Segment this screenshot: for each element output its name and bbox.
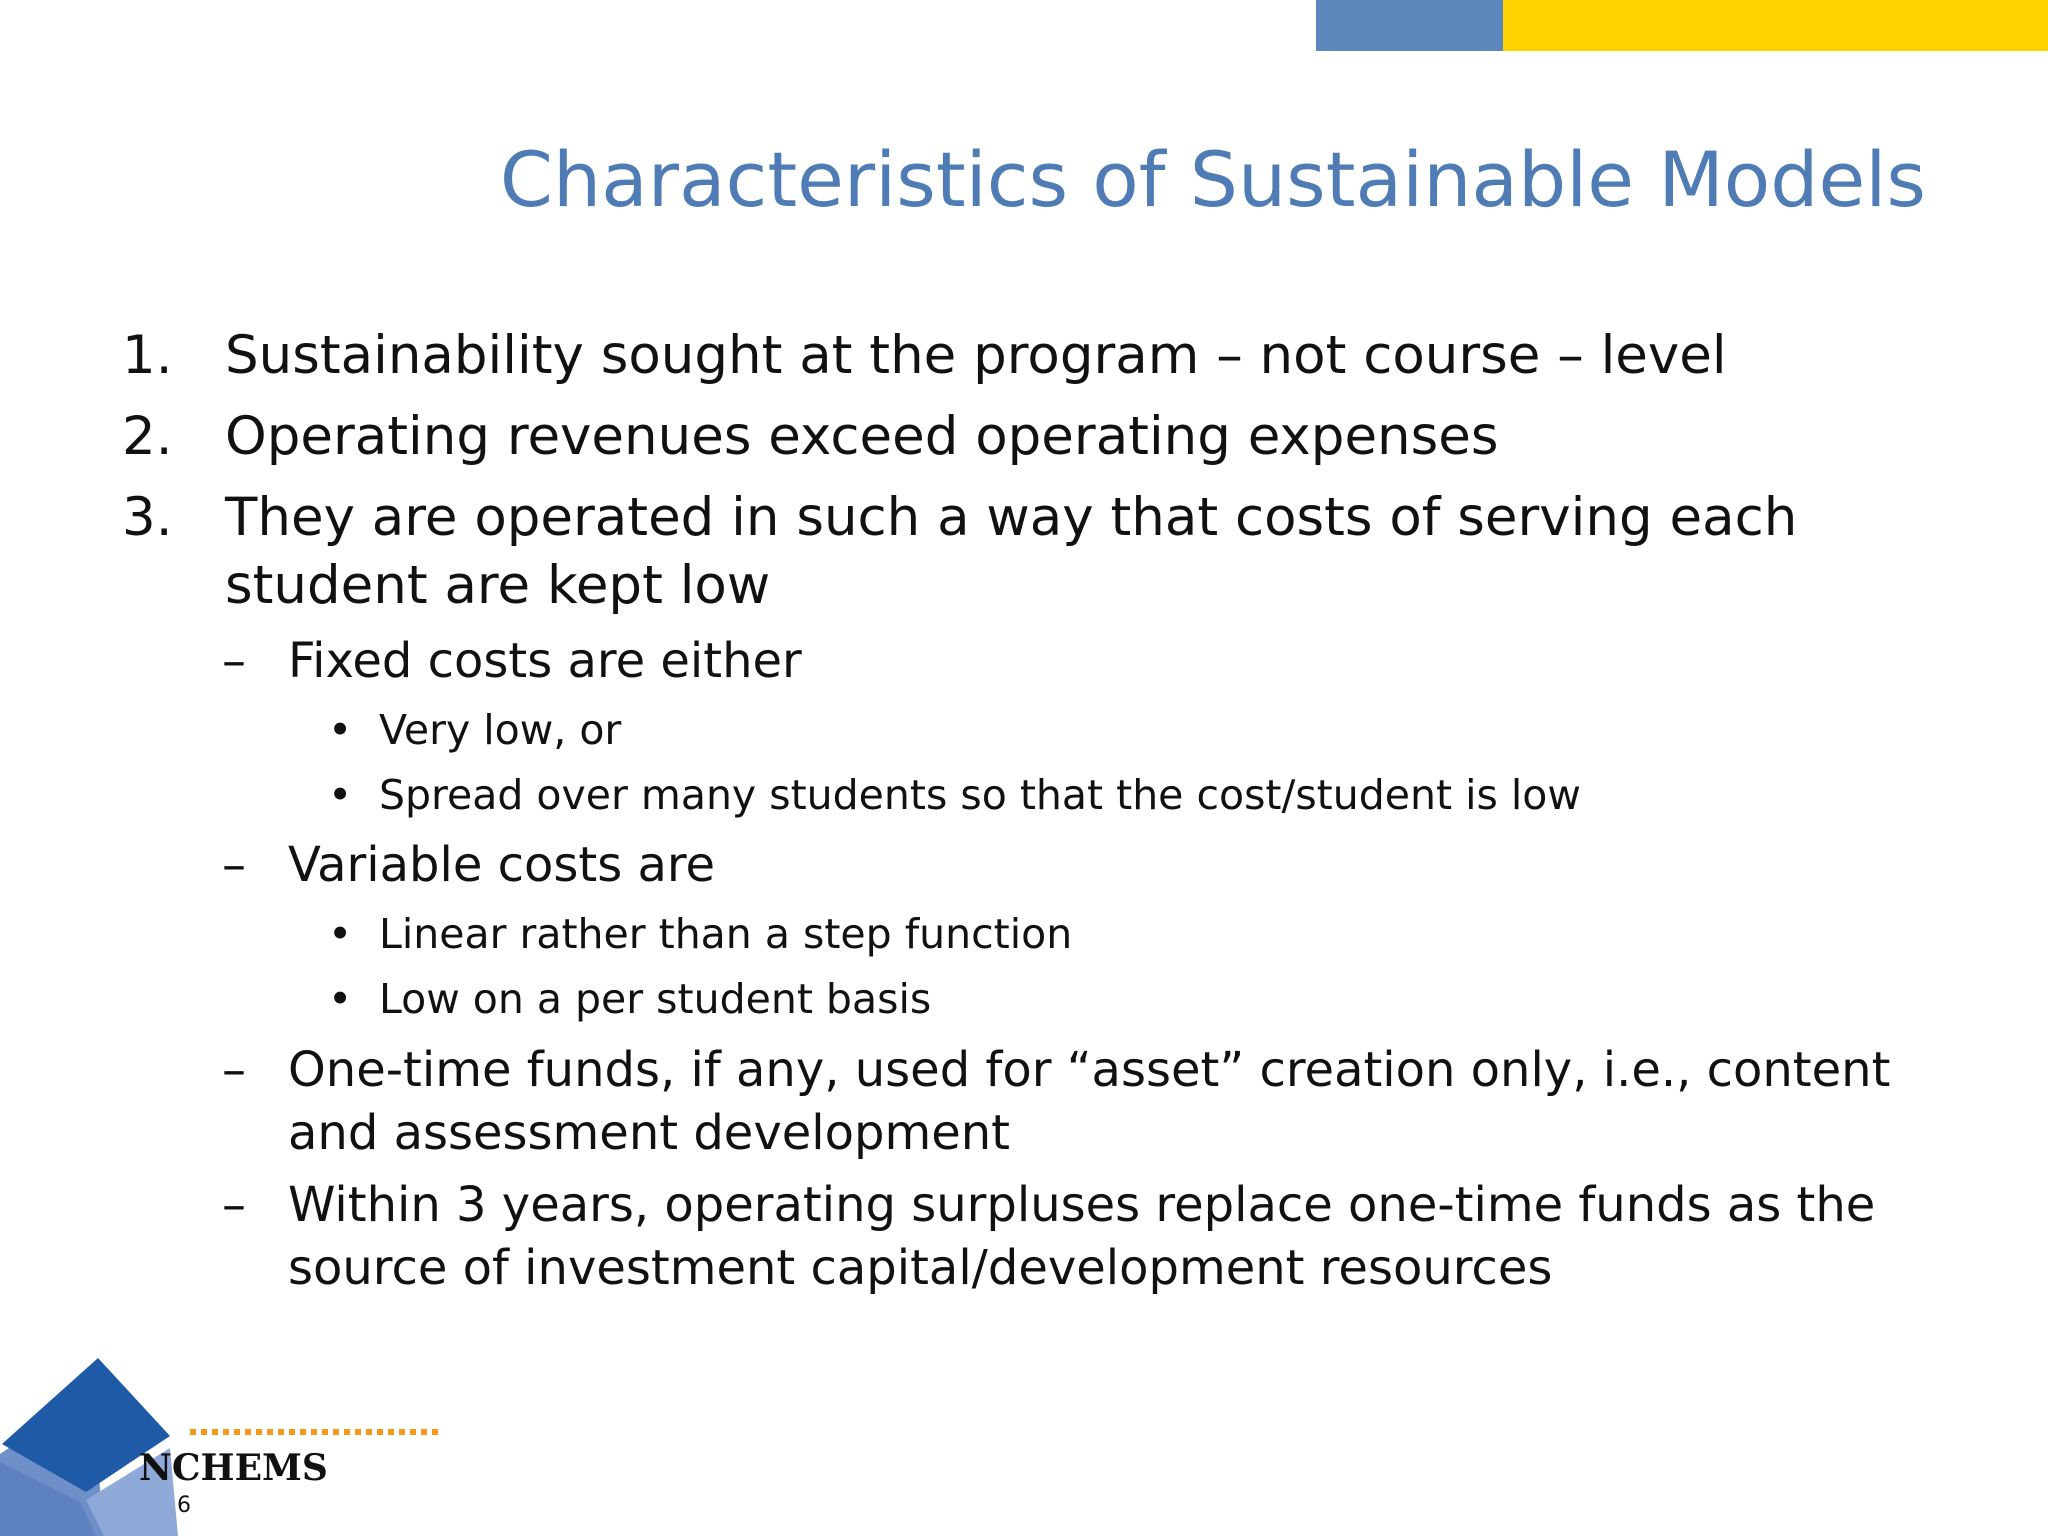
dash-marker: – (222, 633, 246, 689)
sub-item-one-time-funds (222, 1039, 1922, 1165)
bullet-item (328, 907, 1928, 961)
bullet-item (328, 972, 1928, 1026)
numbered-item-1 (122, 322, 1952, 390)
numbered-item-3 (122, 484, 1952, 620)
bullet-marker: • (328, 771, 353, 819)
sub-item-fixed-costs (222, 630, 1922, 693)
bullet-text: Low on a per student basis (379, 975, 932, 1023)
sub-item-variable-costs (222, 834, 1922, 897)
item-number: 1. (122, 325, 173, 386)
item-number: 2. (122, 406, 173, 467)
bullet-marker: • (328, 706, 353, 754)
bullet-text: Very low, or (379, 706, 622, 754)
dash-marker: – (222, 1177, 246, 1233)
top-accent-bar-blue (1316, 0, 1503, 51)
nchems-cube-logo-icon (0, 1352, 460, 1536)
dash-marker: – (222, 837, 246, 893)
item-text: Sustainability sought at the program – not course – level (225, 325, 1727, 386)
logo-text: NCHEMS (139, 1447, 328, 1489)
bullet-text: Spread over many students so that the cost/student is low (379, 771, 1581, 819)
top-accent-bar-yellow (1503, 0, 2048, 51)
sub-item-within-3-years (222, 1174, 1922, 1300)
sub-item-text: Fixed costs are either (288, 633, 802, 689)
dash-marker: – (222, 1042, 246, 1098)
bullet-item (328, 768, 1928, 822)
bullet-marker: • (328, 910, 353, 958)
item-number: 3. (122, 487, 173, 548)
sub-item-text: Within 3 years, operating surpluses replace one-time funds as the source of investment capital/development resources (288, 1177, 1876, 1296)
slide-title: Characteristics of Sustainable Models (499, 135, 1926, 224)
bullet-marker: • (328, 975, 353, 1023)
sub-item-text: Variable costs are (288, 837, 716, 893)
page-number: 6 (177, 1493, 191, 1518)
sub-item-text: One-time funds, if any, used for “asset” creation only, i.e., content and assessment development (288, 1042, 1891, 1161)
item-text: Operating revenues exceed operating expenses (225, 406, 1499, 467)
numbered-item-2 (122, 403, 1952, 471)
bullet-text: Linear rather than a step function (379, 910, 1073, 958)
item-text: They are operated in such a way that costs of serving each student are kept low (225, 487, 1798, 616)
bullet-item (328, 703, 1928, 757)
